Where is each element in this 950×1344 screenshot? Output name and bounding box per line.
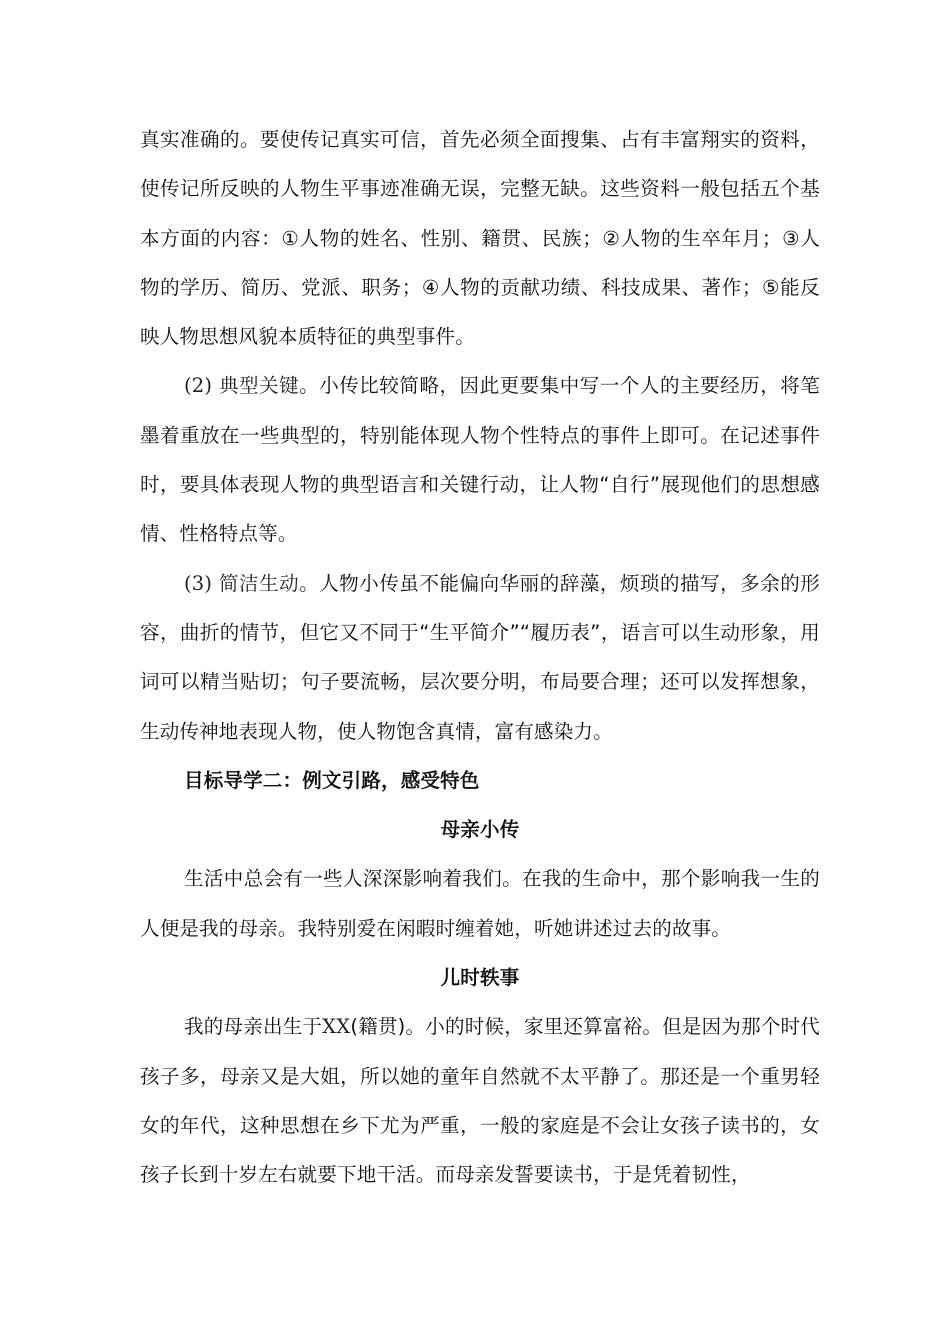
section-heading: 目标导学二：例文引路，感受特色 [184, 768, 480, 792]
item-title: 简洁生动 [218, 571, 300, 595]
paragraph-materials: 真实准确的。要使传记真实可信，首先必须全面搜集、占有丰富翔实的资料，使传记所反映的人物生平事迹准确无误，完整无缺。这些资料一般包括五个基本方面的内容：①人物的姓名、性别、籍贯、民族；②人物的生卒年月；③人物的学历、简历、党派、职务；④人物的贡献功绩、科技成果、著作；⑤能反映人物思想风貌本质特征的典型事件。 [140, 128, 820, 349]
paragraph-intro: 生活中总会有一些人深深影响着我们。在我的生命中，那个影响我一生的人便是我的母亲。我特别爱在闲暇时缠着她，听她讲述过去的故事。 [140, 867, 820, 940]
paragraph-text: 我的母亲出生于 [184, 1015, 323, 1039]
placeholder-xx: XX [322, 1015, 351, 1039]
item-body: 。小传比较简略，因此更要集中写一个人的主要经历，将笔墨着重放在一些典型的，特别能体现人物个性特点的事件上即可。在记述事件时，要具体表现人物的典型语言和关键行动，让人物“自行”展现他们的思想感情、性格特点等。 [140, 374, 820, 546]
paragraph-childhood [140, 1002, 820, 1199]
paragraph-text: (籍贯)。小的时候，家里还算富裕。但是因为那个时代孩子多，母亲又是大姐，所以她的童年自然就不太平静了。那还是一个重男轻女的年代，这种思想在乡下尤为严重，一般的家庭是不会让女孩子读书的，女孩子长到十岁左右就要下地干活。而母亲发誓要读书，于是凭着韧性， [140, 1015, 820, 1187]
item-body: 。人物小传虽不能偏向华丽的辞藻，烦琐的描写，多余的形容，曲折的情节，但它又不同于“生平简介”“履历表”，语言可以生动形象，用词可以精当贴切；句子要流畅，层次要分明，布局要合理；还可以发挥想象，生动传神地表现人物，使人物饱含真情，富有感染力。 [140, 571, 820, 743]
item-number: (3) [184, 571, 213, 595]
text-body [140, 115, 820, 1200]
item-title: 典型关键 [218, 374, 300, 398]
paragraph-concise-vivid [140, 559, 820, 756]
item-number: (2) [184, 374, 213, 398]
paragraph-typical-key [140, 361, 820, 558]
essay-title: 母亲小传 [440, 818, 520, 842]
essay-subtitle: 儿时轶事 [440, 966, 520, 990]
